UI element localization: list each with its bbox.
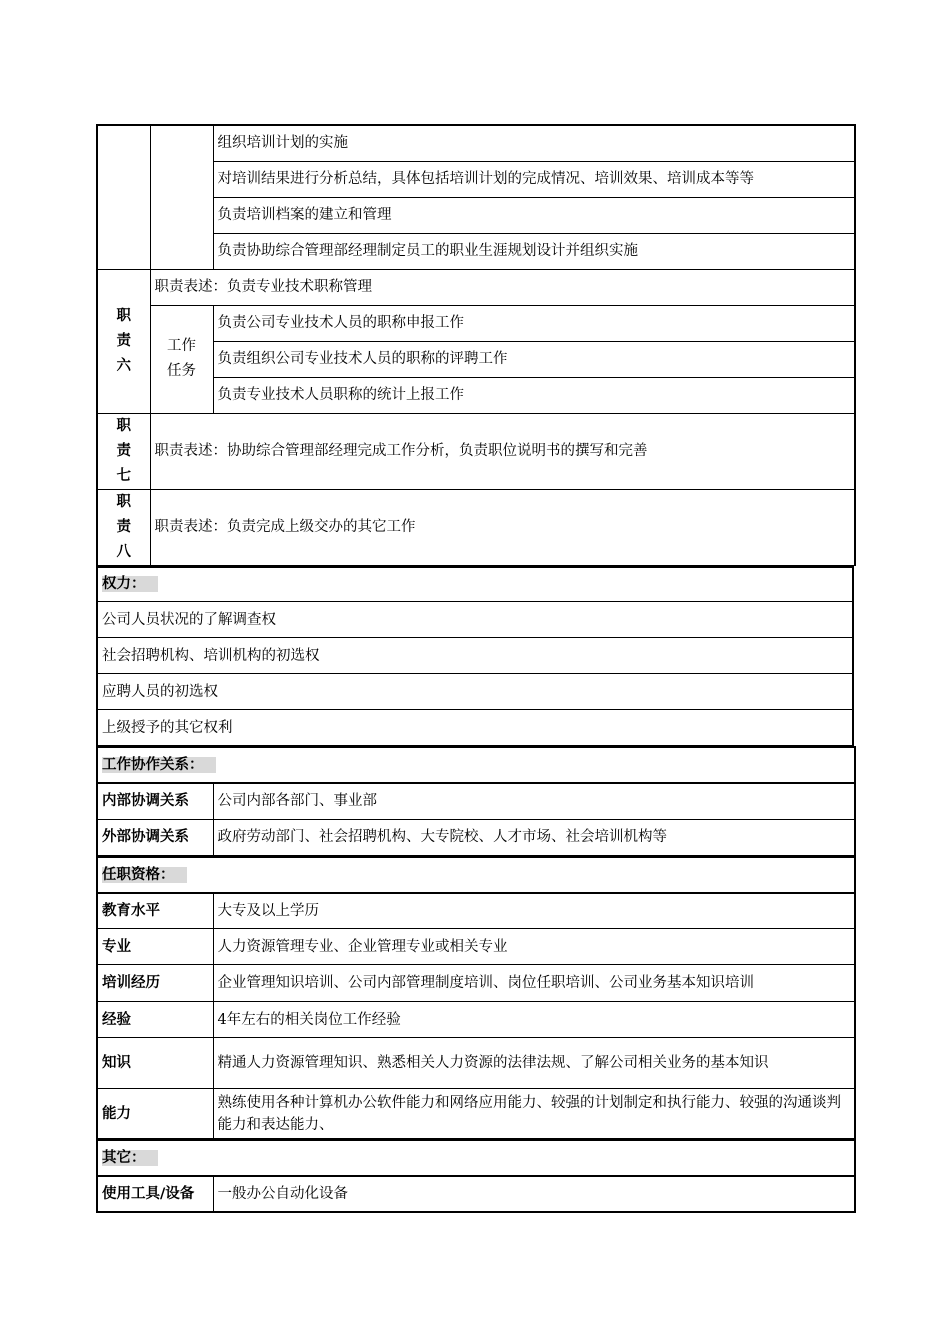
education-value: 大专及以上学历 — [213, 893, 855, 929]
power-item: 上级授予的其它权利 — [97, 710, 853, 746]
duty6-label: 职 责 六 — [97, 269, 150, 413]
relations-table — [96, 746, 856, 856]
other-heading: 其它： — [97, 1140, 855, 1176]
duty7-label: 职 责 七 — [97, 413, 150, 489]
internal-relations-label: 内部协调关系 — [97, 783, 213, 819]
education-label: 教育水平 — [97, 893, 213, 929]
knowledge-value: 精通人力资源管理知识、熟悉相关人力资源的法律法规、了解公司相关业务的基本知识 — [213, 1038, 855, 1089]
duty6-task-label: 工作 任务 — [150, 305, 213, 413]
duty5-label-cell — [97, 125, 150, 269]
power-heading: 权力： — [97, 567, 853, 602]
major-label: 专业 — [97, 929, 213, 965]
experience-value: 4年左右的相关岗位工作经验 — [213, 1002, 855, 1038]
training-label: 培训经历 — [97, 965, 213, 1002]
duty8-description: 职责表述：负责完成上级交办的其它工作 — [150, 489, 855, 565]
ability-label: 能力 — [97, 1089, 213, 1139]
duty7-description: 职责表述：协助综合管理部经理完成工作分析，负责职位说明书的撰写和完善 — [150, 413, 855, 489]
external-relations-value: 政府劳动部门、社会招聘机构、大专院校、人才市场、社会培训机构等 — [213, 819, 855, 855]
internal-relations-value: 公司内部各部门、事业部 — [213, 783, 855, 819]
external-relations-label: 外部协调关系 — [97, 819, 213, 855]
training-value: 企业管理知识培训、公司内部管理制度培训、岗位任职培训、公司业务基本知识培训 — [213, 965, 855, 1002]
major-value: 人力资源管理专业、企业管理专业或相关专业 — [213, 929, 855, 965]
ability-value: 熟练使用各种计算机办公软件能力和网络应用能力、较强的计划制定和执行能力、较强的沟通谈判能力和表达能力、 — [213, 1089, 855, 1139]
duty6-task: 负责专业技术人员职称的统计上报工作 — [213, 377, 855, 413]
experience-label: 经验 — [97, 1002, 213, 1038]
duty5-task: 对培训结果进行分析总结，具体包括培训计划的完成情况、培训效果、培训成本等等 — [213, 161, 855, 197]
power-item: 应聘人员的初选权 — [97, 674, 853, 710]
knowledge-label: 知识 — [97, 1038, 213, 1089]
duty5-task: 负责协助综合管理部经理制定员工的职业生涯规划设计并组织实施 — [213, 233, 855, 269]
tools-label: 使用工具/设备 — [97, 1176, 213, 1212]
job-description-page — [96, 124, 854, 1213]
duty5-task: 负责培训档案的建立和管理 — [213, 197, 855, 233]
qualifications-heading: 任职资格： — [97, 857, 855, 893]
duty6-description: 职责表述：负责专业技术职称管理 — [150, 269, 855, 305]
qualifications-table — [96, 856, 856, 1140]
duty6-task: 负责公司专业技术人员的职称申报工作 — [213, 305, 855, 341]
tools-value: 一般办公自动化设备 — [213, 1176, 855, 1212]
power-item: 公司人员状况的了解调查权 — [97, 602, 853, 638]
power-item: 社会招聘机构、培训机构的初选权 — [97, 638, 853, 674]
duties-table — [96, 124, 856, 566]
other-table — [96, 1139, 856, 1213]
power-table — [96, 566, 854, 747]
relations-heading: 工作协作关系： — [97, 747, 855, 783]
duty8-label: 职 责 八 — [97, 489, 150, 565]
duty5-task-label-cell — [150, 125, 213, 269]
duty5-task: 组织培训计划的实施 — [213, 125, 855, 161]
duty6-task: 负责组织公司专业技术人员的职称的评聘工作 — [213, 341, 855, 377]
